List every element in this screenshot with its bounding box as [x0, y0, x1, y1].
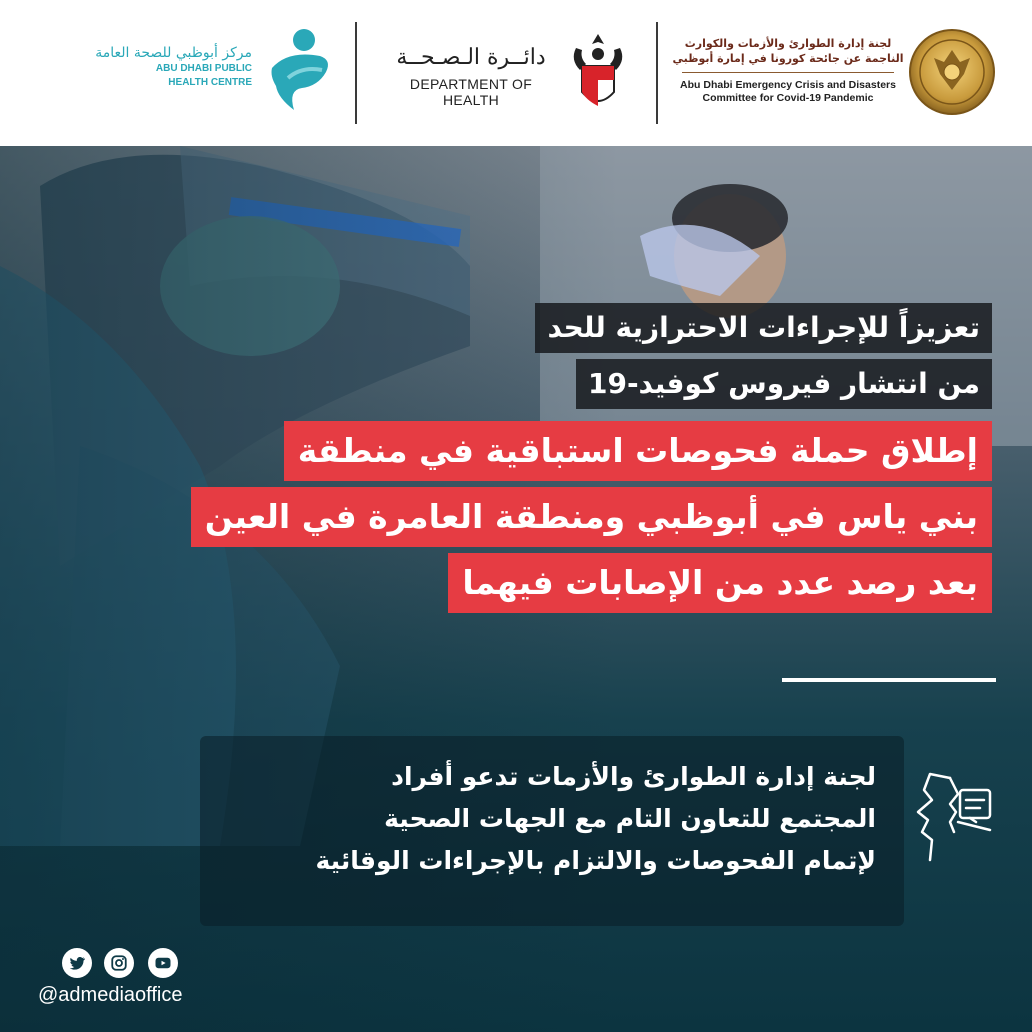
twitter-button[interactable]: [62, 948, 92, 978]
call-line-2: المجتمع للتعاون التام مع الجهات الصحية: [384, 804, 876, 833]
apphc-logo-icon: [268, 28, 334, 118]
header-divider-2: [656, 22, 658, 124]
apphc-logo-text: [95, 46, 252, 89]
header-bar: [0, 0, 1032, 146]
crisis-arabic-line-2: الناجمة عن جائحة كورونا في إمارة أبوظبي: [672, 52, 904, 65]
uae-gold-emblem-icon: [908, 28, 996, 116]
instagram-button[interactable]: [104, 948, 134, 978]
main-headline-line-1: إطلاق حملة فحوصات استباقية في منطقة: [284, 421, 992, 481]
youtube-icon: [154, 954, 172, 972]
crisis-english-line-1: Abu Dhabi Emergency Crisis and Disasters: [680, 79, 896, 91]
doh-logo-text: [380, 46, 562, 108]
youtube-button[interactable]: [148, 948, 178, 978]
doh-english-name: DEPARTMENT OF HEALTH: [409, 76, 533, 108]
nasal-swab-test-icon: [910, 770, 994, 866]
call-line-1: لجنة إدارة الطوارئ والأزمات تدعو أفراد: [391, 762, 876, 791]
intro-line-1: تعزيزاً للإجراءات الاحترازية للحد: [535, 303, 992, 353]
doh-arabic-name: دائــرة الـصـحــة: [396, 45, 546, 70]
twitter-icon: [68, 954, 86, 972]
intro-line-2: من انتشار فيروس كوفيد-19: [576, 359, 992, 409]
apphc-english-name-1: ABU DHABI PUBLIC: [155, 63, 252, 74]
crisis-separator: [682, 72, 894, 73]
call-message-text: [316, 756, 877, 882]
apphc-english-name-2: HEALTH CENTRE: [168, 77, 252, 88]
main-headline-line-3: بعد رصد عدد من الإصابات فيهما: [448, 553, 992, 613]
social-handle[interactable]: @admediaoffice: [38, 984, 183, 1006]
instagram-icon: [110, 954, 128, 972]
header-divider-1: [355, 22, 357, 124]
main-headline-line-2: بني ياس في أبوظبي ومنطقة العامرة في العين: [191, 487, 992, 547]
abu-dhabi-falcon-emblem-icon: [566, 30, 630, 116]
headline-block: [191, 303, 992, 613]
apphc-arabic-name: مركز أبوظبي للصحة العامة: [95, 45, 252, 61]
crisis-arabic-line-1: لجنة إدارة الطوارئ والأزمات والكوارث: [684, 37, 892, 50]
section-divider-rule: [782, 678, 996, 682]
crisis-committee-text: [672, 36, 904, 105]
call-line-3: لإتمام الفحوصات والالتزام بالإجراءات الوقائية: [315, 846, 876, 875]
crisis-english-line-2: Committee for Covid-19 Pandemic: [702, 92, 874, 104]
